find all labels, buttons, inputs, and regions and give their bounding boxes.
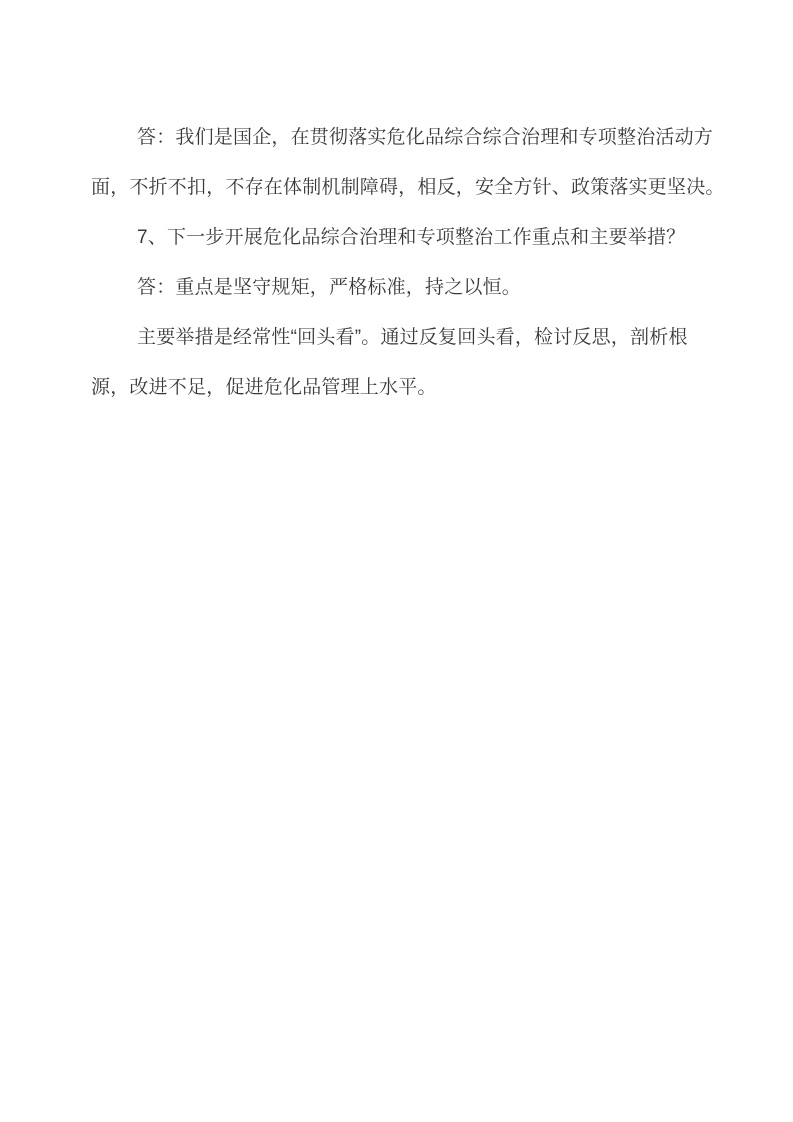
paragraph xyxy=(91,113,725,213)
text-line: 源，改进不足，促进危化品管理上水平。 xyxy=(91,377,437,398)
text-line: 7、下一步开展危化品综合治理和专项整治工作重点和主要举措？ xyxy=(137,227,686,248)
text-line: 主要举措是经常性“回头看”。通过反复回头看，检讨反思，剖析根 xyxy=(137,327,688,348)
text-line: 答：我们是国企，在贯彻落实危化品综合综合治理和专项整治活动方 xyxy=(137,127,714,148)
text-line: 答：重点是坚守规矩，严格标准，持之以恒。 xyxy=(137,277,522,298)
paragraph xyxy=(91,213,716,263)
paragraph xyxy=(91,313,716,413)
text-line: 面，不折不扣，不存在体制机制障碍，相反，安全方针、政策落实更坚决。 xyxy=(91,177,725,198)
paragraph xyxy=(91,263,716,313)
text-block xyxy=(91,113,725,413)
